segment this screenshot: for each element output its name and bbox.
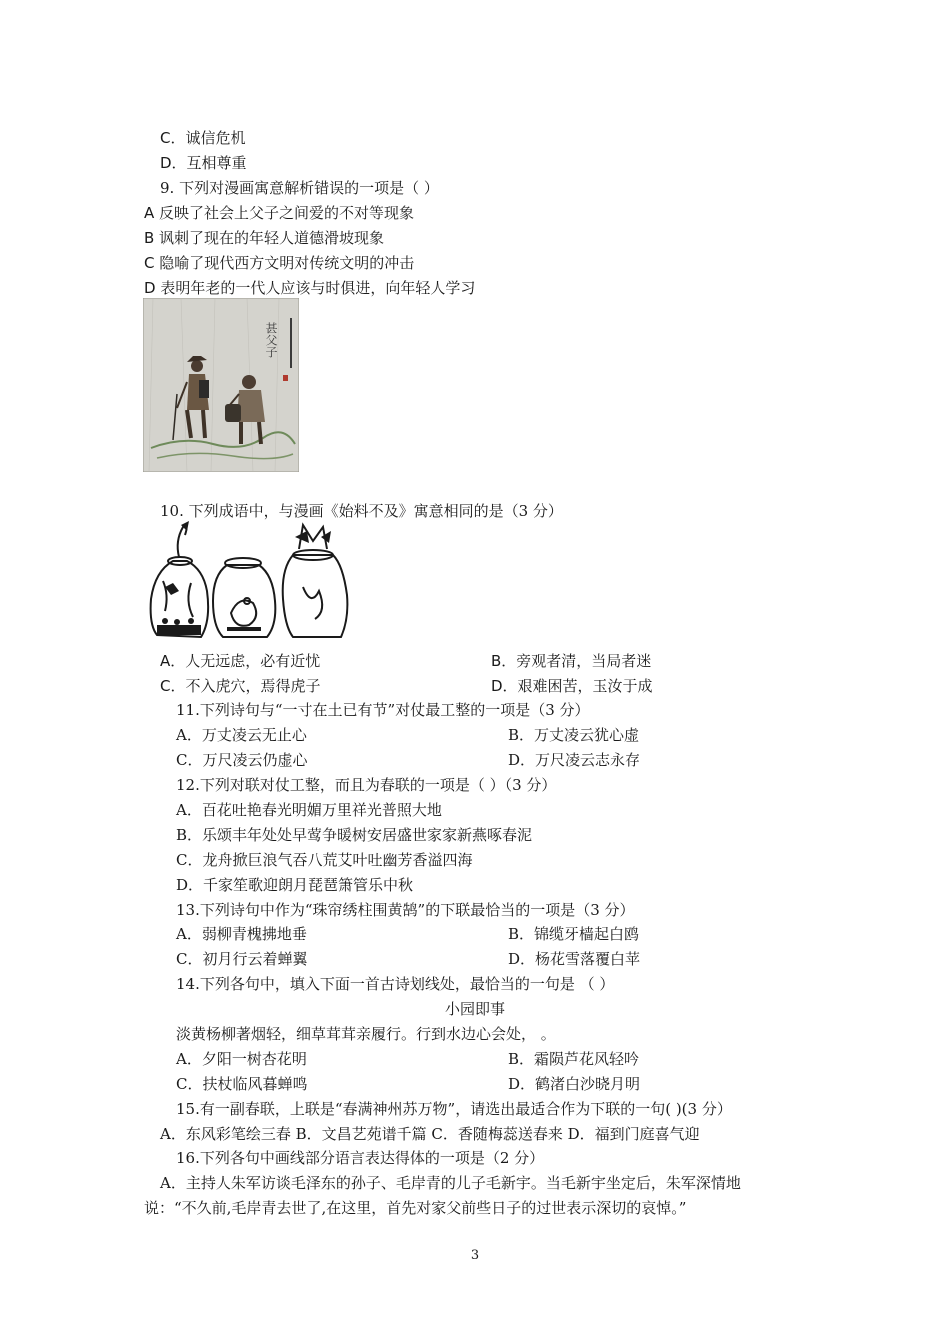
option-14d: D．鹤渚白沙晓月明 — [508, 1075, 641, 1093]
option-13a: A．弱柳青槐拂地垂 — [176, 925, 307, 943]
option-10a: A．人无远虑，必有近忧 — [160, 652, 321, 670]
question-12: 12.下列对联对仗工整，而且为春联的一项是（ ）（3 分） — [176, 776, 557, 794]
option-9a: A 反映了社会上父子之间爱的不对等现象 — [144, 204, 415, 222]
question-16: 16.下列各句中画线部分语言表达得体的一项是（2 分） — [176, 1149, 545, 1167]
cartoon-three-jars — [143, 521, 353, 643]
option-16a-line1: A．主持人朱军访谈毛泽东的孙子、毛岸青的儿子毛新宇。当毛新宇坐定后，朱军深情地 — [160, 1174, 741, 1192]
option-8c: C．诚信危机 — [160, 129, 246, 147]
option-14a: A．夕阳一树杏花明 — [176, 1050, 307, 1068]
option-11c: C．万尺凌云仍虚心 — [176, 751, 308, 769]
option-13c: C．初月行云着蝉翼 — [176, 950, 308, 968]
question-15: 15.有一副春联，上联是“春满神州苏万物”，请选出最适合作为下联的一句( )(3 分） — [176, 1100, 732, 1118]
option-12d: D．千家笙歌迎朗月琵琶箫管乐中秋 — [176, 876, 414, 894]
question-10: 10. 下列成语中，与漫画《始料不及》寓意相同的是（3 分） — [160, 502, 563, 520]
question-13: 13.下列诗句中作为“珠帘绣柱围黄鹄”的下联最恰当的一项是（3 分） — [176, 901, 635, 919]
option-10b: B．旁观者清，当局者迷 — [491, 652, 652, 670]
option-14b: B．霜陨芦花风轻吟 — [508, 1050, 640, 1068]
option-9c: C 隐喻了现代西方文明对传统文明的冲击 — [144, 254, 415, 272]
option-9d: D 表明年老的一代人应该与时俱进，向年轻人学习 — [144, 279, 476, 297]
option-9b: B 讽刺了现在的年轻人道德滑坡现象 — [144, 229, 385, 247]
question-11: 11.下列诗句与“一寸在土已有节”对仗最工整的一项是（3 分） — [176, 701, 590, 719]
poem-body: 淡黄杨柳著烟轻，细草茸茸亲履行。行到水边心会处， 。 — [176, 1025, 556, 1043]
option-13b: B．锦缆牙樯起白鸥 — [508, 925, 640, 943]
option-11a: A．万丈凌云无止心 — [176, 726, 307, 744]
question-9: 9. 下列对漫画寓意解析错误的一项是（ ） — [160, 179, 439, 197]
poem-title: 小园即事 — [444, 1000, 505, 1018]
painting-father-son — [143, 298, 299, 472]
option-12b: B．乐颂丰年处处早莺争暖树安居盛世家家新燕啄春泥 — [176, 826, 533, 844]
calligraphy-text: 甚父子 — [264, 322, 278, 358]
option-10d: D．艰难困苦，玉汝于成 — [491, 677, 653, 695]
option-10c: C．不入虎穴，焉得虎子 — [160, 677, 321, 695]
option-12a: A．百花吐艳春光明媚万里祥光普照大地 — [176, 801, 442, 819]
option-8d: D．互相尊重 — [160, 154, 247, 172]
options-15: A．东风彩笔绘三春 B．文昌艺苑谱千篇 C．香随梅蕊送春来 D．福到门庭喜气迎 — [160, 1125, 700, 1143]
option-12c: C．龙舟掀巨浪气吞八荒艾叶吐幽芳香溢四海 — [176, 851, 473, 869]
option-11d: D．万尺凌云志永存 — [508, 751, 641, 769]
question-14: 14.下列各句中，填入下面一首古诗划线处，最恰当的一句是 （ ） — [176, 975, 615, 993]
option-13d: D．杨花雪落覆白苹 — [508, 950, 641, 968]
option-16a-line2: 说：“不久前,毛岸青去世了,在这里，首先对家父前些日子的过世表示深切的哀悼。” — [144, 1199, 687, 1217]
option-14c: C．扶杖临风暮蝉鸣 — [176, 1075, 308, 1093]
page-number: 3 — [470, 1248, 480, 1263]
option-11b: B．万丈凌云犹心虚 — [508, 726, 640, 744]
